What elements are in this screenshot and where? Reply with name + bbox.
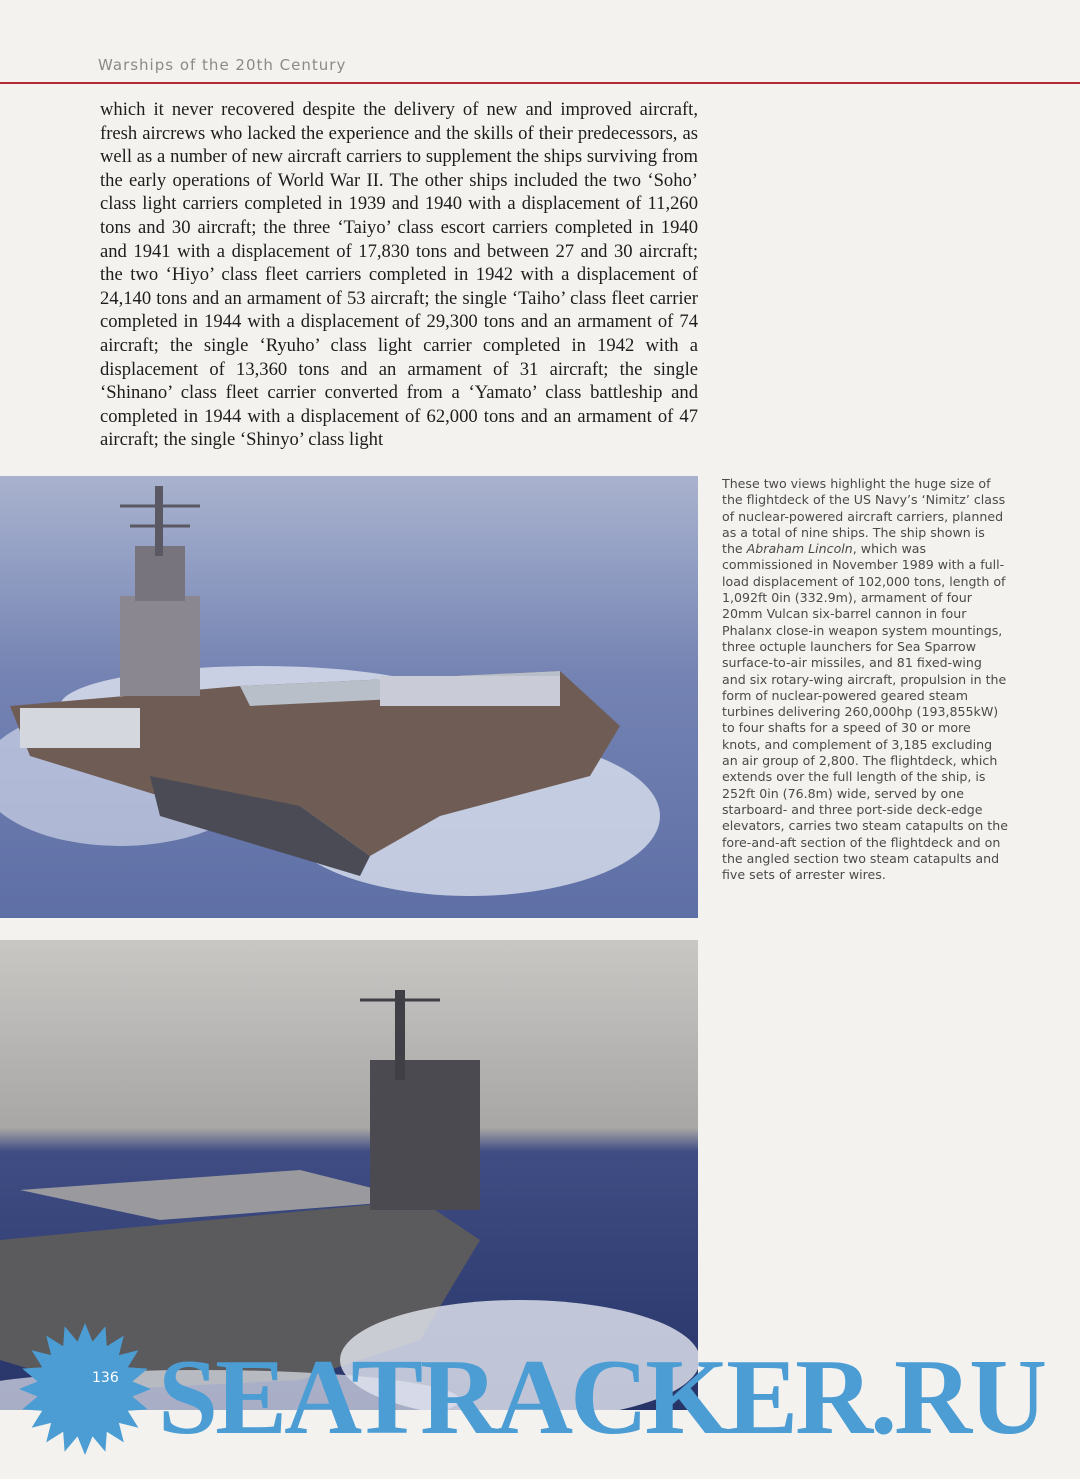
running-header: Warships of the 20th Century (98, 56, 347, 74)
watermark-logo: SEATRACKER.RU (158, 1338, 1045, 1457)
caption-ship-name: Abraham Lincoln (746, 541, 853, 557)
header-rule (0, 82, 1080, 84)
photo-caption (722, 476, 1008, 883)
caption-text-1: These two views highlight the huge size of the flightdeck of the US Navy’s ‘Nimitz’ class of nuclear-powered aircraft carriers, planned as a total of nine ships. The ship shown is the (722, 476, 1006, 557)
starburst-icon (18, 1322, 152, 1456)
caption-text-2: , which was commissioned in November 1989 with a full-load displacement of 102,000 tons, length of 1,092ft 0in (332.9m), armament of four 20mm Vulcan six-barrel cannon in four Phalanx close-in weapon system mountings, three octuple launchers for Sea Sparrow surface-to-air missiles, and 81 fixed-wing and six rotary-wing aircraft, propulsion in the form of nuclear-powered geared steam turbines delivering 260,000hp (193,855kW) to four shafts for a speed of 30 or more knots, and complement of 3,185 excluding an air group of 2,800. The flightdeck, which extends over the full length of the ship, is 252ft 0in (76.8m) wide, served by one starboard- and three port-side deck-edge elevators, carries two steam catapults on the fore-and-aft section of the flightdeck and on the angled section two steam catapults and five sets of arrester wires. (722, 541, 1008, 883)
body-text: which it never recovered despite the delivery of new and improved aircraft, fresh aircrews who lacked the experience and the skills of their predecessors, as well as a number of new aircraft carriers to supplement the ships surviving from the early operations of World War II. The other ships included the two ‘Soho’ class light carriers completed in 1939 and 1940 with a displacement of 11,260 tons and 30 aircraft; the three ‘Taiyo’ class escort carriers completed in 1940 and 1941 with a displacement of 17,830 tons and between 27 and 30 aircraft; the two ‘Hiyo’ class fleet carriers completed in 1942 with a displacement of 24,140 tons and an armament of 53 aircraft; the single ‘Taiho’ class fleet carrier completed in 1944 with a displacement of 29,300 tons and an armament of 74 aircraft; the single ‘Ryuho’ class light carrier completed in 1942 with a displacement of 13,360 tons and an armament of 31 aircraft; the single ‘Shinano’ class fleet carrier converted from a ‘Yamato’ class battleship and completed in 1944 with a displacement of 62,000 tons and an armament of 47 aircraft; the single ‘Shinyo’ class light (100, 99, 698, 451)
page-number: 136 (92, 1370, 119, 1386)
carrier-photo-top (0, 476, 698, 918)
